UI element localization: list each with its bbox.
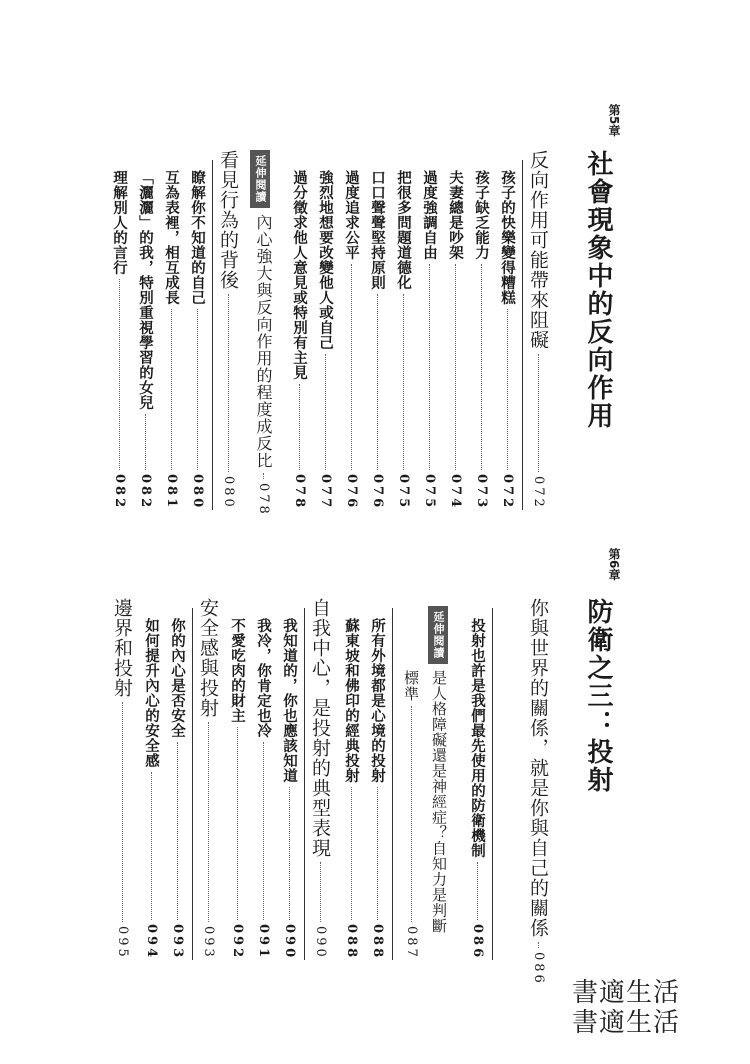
leader-dots	[477, 862, 478, 920]
toc-entry[interactable]	[135, 170, 156, 510]
toc-extended-reading: 是人格障礙還是神經症？自知力是判斷	[430, 670, 448, 934]
chapter6-label: 第6章	[607, 548, 621, 581]
toc-entry[interactable]	[167, 618, 188, 960]
toc-subheading: 強烈地想要改變他人或自己	[317, 170, 333, 350]
toc-subheading: 瞭解你不知道的自己	[189, 170, 205, 305]
page-number: 074	[448, 473, 463, 510]
toc-entry[interactable]	[307, 598, 334, 960]
toc-heading: 反向作用可能帶來阻礙	[527, 150, 549, 350]
page-number: 073	[474, 473, 489, 510]
toc-subheading: 把很多問題道德化	[395, 170, 411, 290]
leader-dots	[538, 354, 539, 472]
publisher-logo-line: 書適生活	[572, 1008, 681, 1038]
chapter5-title: 社會現象中的反向作用	[583, 150, 613, 430]
toc-entry[interactable]	[109, 170, 130, 510]
toc-entry[interactable]	[341, 170, 362, 510]
toc-entry[interactable]	[525, 598, 552, 986]
page-number: 088	[344, 923, 359, 960]
leader-dots	[263, 742, 264, 920]
leader-dots	[320, 862, 321, 922]
section-rule	[192, 608, 193, 960]
page-number: 090	[313, 926, 328, 960]
toc-entry[interactable]	[227, 618, 248, 960]
leader-dots	[299, 384, 300, 470]
leader-dots	[228, 294, 229, 472]
toc-heading: 自我中心，是投射的典型表現	[309, 598, 331, 858]
leader-dots	[208, 722, 209, 922]
page-number: 080	[190, 473, 205, 510]
extended-reading-badge: 延伸閱讀	[250, 150, 270, 208]
toc-entry[interactable]	[401, 670, 422, 960]
leader-dots	[538, 942, 539, 948]
page-number: 090	[282, 923, 297, 960]
leader-dots	[289, 787, 290, 920]
leader-dots	[237, 727, 238, 920]
toc-entry[interactable]	[367, 618, 388, 960]
toc-entry[interactable]	[341, 618, 362, 960]
toc-subheading: 過度強調自由	[421, 170, 437, 260]
publisher-logo-line: 書適生活	[572, 978, 681, 1008]
leader-dots	[351, 264, 352, 470]
leader-dots	[507, 309, 508, 470]
section-rule	[522, 160, 523, 510]
toc-subheading: 互為表裡，相互成長	[163, 170, 179, 305]
toc-heading: 看見行為的背後	[217, 150, 239, 290]
leader-dots	[481, 264, 482, 470]
toc-subheading: 你的內心是否安全	[169, 618, 185, 738]
chapter6-title: 防衛之三：投射	[583, 598, 613, 794]
page-number: 086	[470, 923, 485, 960]
leader-dots	[351, 787, 352, 920]
page-number: 075	[396, 473, 411, 510]
page-number: 082	[138, 473, 153, 510]
leader-dots	[171, 309, 172, 470]
toc-extended-reading: 內心強大與反向作用的程度成反比	[254, 214, 273, 469]
toc-entry[interactable]	[252, 214, 275, 517]
toc-entry[interactable]	[393, 170, 414, 510]
leader-dots	[151, 772, 152, 920]
section-rule	[492, 608, 493, 960]
toc-subheading: 蘇東坡和佛印的經典投射	[343, 618, 359, 783]
toc-subheading: 如何提升內心的安全感	[143, 618, 159, 768]
page-number: 086	[531, 952, 546, 986]
leader-dots	[122, 702, 123, 922]
toc-entry[interactable]	[471, 170, 492, 510]
page-number: 072	[500, 473, 515, 510]
page-number: 093	[201, 926, 216, 960]
toc-subheading: 過分徵求他人意見或特別有主見	[291, 170, 307, 380]
toc-entry[interactable]	[289, 170, 310, 510]
toc-entry[interactable]	[141, 618, 162, 960]
toc-entry[interactable]	[467, 618, 488, 960]
toc-entry[interactable]	[419, 170, 440, 510]
toc-subheading: 投射也許是我們最先使用的防衛機制	[469, 618, 485, 858]
page-number: 081	[164, 473, 179, 510]
toc-subheading: 所有外境都是心境的投射	[369, 618, 385, 783]
leader-dots	[197, 309, 198, 470]
publisher-logo	[572, 978, 680, 1038]
leader-dots	[377, 787, 378, 920]
leader-dots	[177, 742, 178, 920]
toc-subheading: 「灑灑」的我，特別重視學習的女兒	[137, 170, 153, 410]
toc-entry[interactable]	[161, 170, 182, 510]
page-number: 082	[112, 473, 127, 510]
chapter5-label: 第5章	[607, 104, 621, 137]
toc-subheading: 孩子缺乏能力	[473, 170, 489, 260]
toc-subheading: 我冷，你肯定也冷	[255, 618, 271, 738]
toc-heading: 安全感與投射	[197, 598, 219, 718]
toc-subheading: 過度追求公平	[343, 170, 359, 260]
page-number: 077	[318, 473, 333, 510]
leader-dots	[377, 294, 378, 470]
toc-entry[interactable]	[187, 170, 208, 510]
page-number: 087	[404, 926, 419, 960]
toc-subheading: 孩子的快樂變得糟糕	[499, 170, 515, 305]
leader-dots	[119, 279, 120, 470]
leader-dots	[455, 264, 456, 470]
page-number: 072	[531, 476, 546, 510]
toc-subheading: 理解別人的言行	[111, 170, 127, 275]
page-number: 094	[144, 923, 159, 960]
page-number: 075	[422, 473, 437, 510]
leader-dots	[411, 706, 412, 922]
toc-entry[interactable]	[195, 598, 222, 960]
toc-subheading: 我知道的，你也應該知道	[281, 618, 297, 783]
page-number: 078	[256, 483, 271, 517]
leader-dots	[145, 414, 146, 470]
leader-dots	[429, 264, 430, 470]
toc-entry[interactable]	[253, 618, 274, 960]
page-number: 092	[230, 923, 245, 960]
toc-heading: 你與世界的關係，就是你與自己的關係	[527, 598, 549, 938]
toc-entry[interactable]	[279, 618, 300, 960]
page-number: 076	[370, 473, 385, 510]
toc-entry[interactable]	[445, 170, 466, 510]
toc-subheading: 口口聲聲堅持原則	[369, 170, 385, 290]
page-number: 091	[256, 923, 271, 960]
toc-entry[interactable]	[367, 170, 388, 510]
leader-dots	[325, 354, 326, 470]
section-rule	[392, 608, 393, 960]
leader-dots	[403, 294, 404, 470]
section-rule	[304, 608, 305, 960]
toc-subheading: 夫妻總是吵架	[447, 170, 463, 260]
section-rule	[212, 160, 213, 510]
page-number: 080	[221, 476, 236, 510]
page-number: 076	[344, 473, 359, 510]
page-number: 095	[115, 926, 130, 960]
toc-subheading: 不愛吃肉的財主	[229, 618, 245, 723]
toc-entry[interactable]	[215, 150, 242, 510]
toc-entry[interactable]	[315, 170, 336, 510]
leader-dots	[263, 473, 264, 479]
extended-reading-badge: 延伸閱讀	[428, 606, 448, 664]
page-number: 093	[170, 923, 185, 960]
toc-extended-reading-cont: 標準	[402, 670, 420, 702]
page-number: 078	[292, 473, 307, 510]
toc-heading: 邊界和投射	[111, 598, 133, 698]
page-number: 088	[370, 923, 385, 960]
toc-entry[interactable]	[109, 598, 136, 960]
toc-entry[interactable]	[525, 150, 552, 510]
toc-entry[interactable]	[497, 170, 518, 510]
